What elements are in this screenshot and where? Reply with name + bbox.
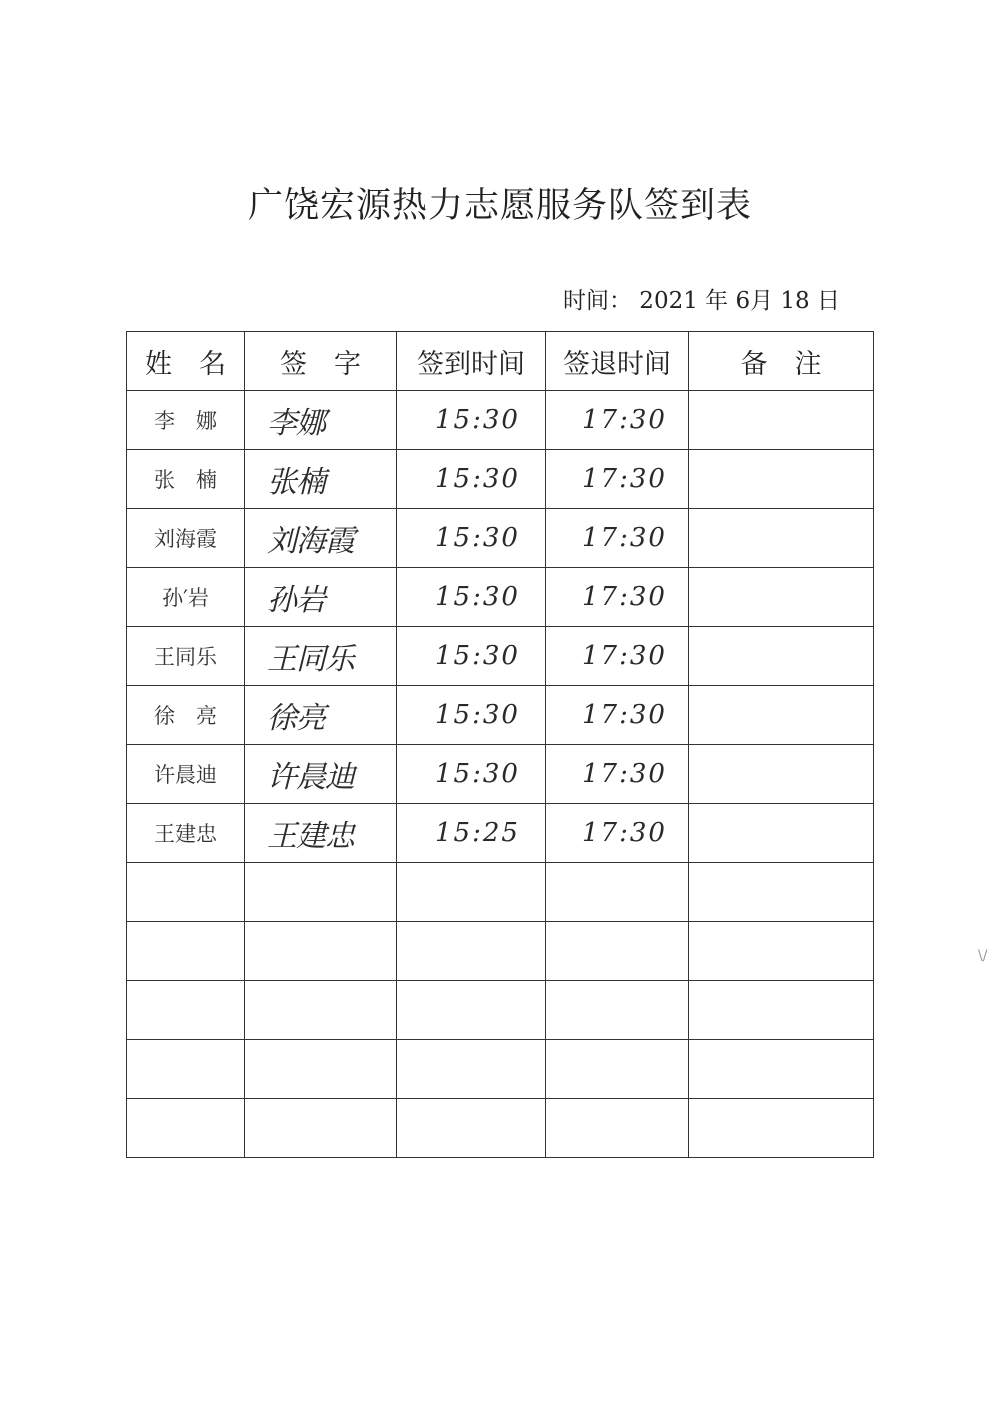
- row-signature: 王同乐: [245, 627, 397, 686]
- row-checkout: [546, 1040, 689, 1099]
- row-signature: 张楠: [245, 450, 397, 509]
- header-name: 姓 名: [127, 332, 245, 391]
- table-row: [127, 568, 874, 627]
- row-signature: [245, 863, 397, 922]
- row-name: 刘海霞: [127, 509, 245, 568]
- row-note: [689, 391, 874, 450]
- row-checkout: 17:30: [546, 686, 689, 745]
- row-checkin: 15:30: [397, 391, 546, 450]
- row-note: [689, 686, 874, 745]
- sheet-title: 广饶宏源热力志愿服务队签到表: [247, 186, 752, 226]
- row-checkin: 15:30: [397, 450, 546, 509]
- table-row: [127, 391, 874, 450]
- row-checkout: 17:30: [546, 745, 689, 804]
- row-checkout: [546, 863, 689, 922]
- table-row: [127, 627, 874, 686]
- row-checkout: [546, 922, 689, 981]
- row-name: [127, 981, 245, 1040]
- row-name: 李 娜: [127, 391, 245, 450]
- header-checkout-time: 签退时间: [546, 332, 689, 391]
- row-checkin: [397, 922, 546, 981]
- table-row: [127, 686, 874, 745]
- header-row: [127, 332, 874, 391]
- row-name: [127, 1040, 245, 1099]
- row-note: [689, 568, 874, 627]
- row-signature: [245, 981, 397, 1040]
- row-checkout: [546, 981, 689, 1040]
- row-signature: 孙岩: [245, 568, 397, 627]
- row-note: [689, 450, 874, 509]
- row-note: [689, 509, 874, 568]
- row-note: [689, 863, 874, 922]
- row-signature: [245, 1040, 397, 1099]
- row-name: [127, 1099, 245, 1158]
- row-name: 孙′岩: [127, 568, 245, 627]
- row-note: [689, 627, 874, 686]
- row-name: 王建忠: [127, 804, 245, 863]
- row-note: [689, 981, 874, 1040]
- sign-in-table: [126, 331, 874, 1158]
- row-checkout: 17:30: [546, 627, 689, 686]
- margin-mark: \/: [978, 948, 988, 964]
- table-row: [127, 1099, 874, 1158]
- table-row: [127, 1040, 874, 1099]
- row-name: 许晨迪: [127, 745, 245, 804]
- row-signature: [245, 922, 397, 981]
- row-checkout: 17:30: [546, 509, 689, 568]
- row-name: 徐 亮: [127, 686, 245, 745]
- row-checkin: 15:30: [397, 745, 546, 804]
- header-signature: 签 字: [245, 332, 397, 391]
- table-row: [127, 804, 874, 863]
- row-checkin: [397, 863, 546, 922]
- row-checkin: 15:25: [397, 804, 546, 863]
- row-checkout: 17:30: [546, 391, 689, 450]
- row-checkin: [397, 1099, 546, 1158]
- date-line: 时间： 2021 年 6月 18 日: [563, 288, 840, 314]
- row-checkout: 17:30: [546, 450, 689, 509]
- row-name: [127, 922, 245, 981]
- row-checkin: [397, 1040, 546, 1099]
- row-checkin: 15:30: [397, 686, 546, 745]
- row-note: [689, 745, 874, 804]
- table-row: [127, 509, 874, 568]
- table-row: [127, 981, 874, 1040]
- row-name: 王同乐: [127, 627, 245, 686]
- row-name: 张 楠: [127, 450, 245, 509]
- row-checkin: 15:30: [397, 509, 546, 568]
- row-note: [689, 804, 874, 863]
- row-name: [127, 863, 245, 922]
- row-signature: 许晨迪: [245, 745, 397, 804]
- header-note: 备 注: [689, 332, 874, 391]
- row-checkin: [397, 981, 546, 1040]
- row-note: [689, 922, 874, 981]
- row-note: [689, 1040, 874, 1099]
- row-checkout: [546, 1099, 689, 1158]
- row-signature: 刘海霞: [245, 509, 397, 568]
- row-checkin: 15:30: [397, 568, 546, 627]
- header-checkin-time: 签到时间: [397, 332, 546, 391]
- row-checkout: 17:30: [546, 804, 689, 863]
- row-checkout: 17:30: [546, 568, 689, 627]
- table-row: [127, 745, 874, 804]
- row-signature: 王建忠: [245, 804, 397, 863]
- row-note: [689, 1099, 874, 1158]
- table-row: [127, 922, 874, 981]
- row-signature: [245, 1099, 397, 1158]
- table-row: [127, 450, 874, 509]
- row-signature: 李娜: [245, 391, 397, 450]
- row-checkin: 15:30: [397, 627, 546, 686]
- row-signature: 徐亮: [245, 686, 397, 745]
- table-row: [127, 863, 874, 922]
